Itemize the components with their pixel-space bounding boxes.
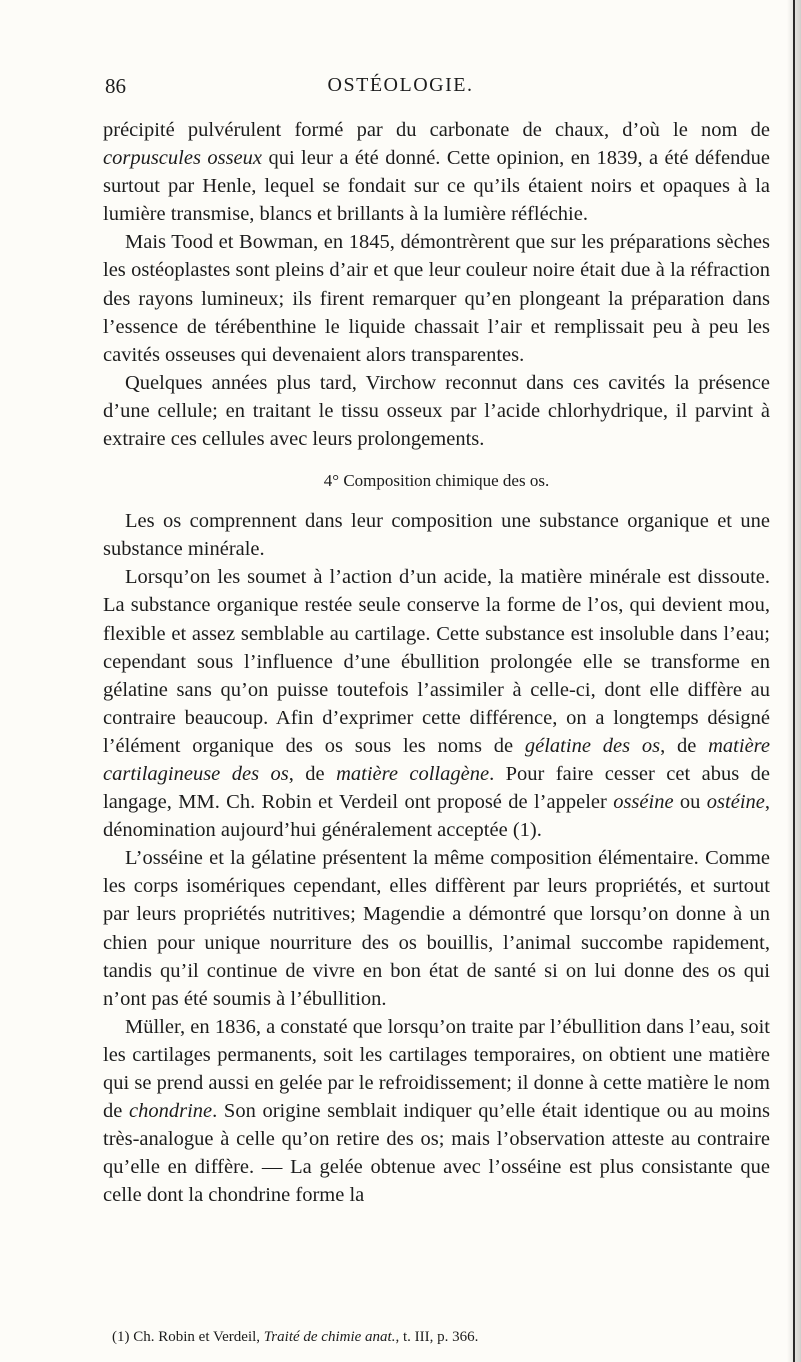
section-heading: 4° Composition chimique des os. — [323, 471, 550, 491]
text-run: . Son origine semblait indiquer qu’elle était identique ou au moins très-analogue à celle qu’on retire des os; mais l’observation atteste au contraire qu’elle en diffère. — La gelée obtenue avec l’osséine est plus consistante que celle dont la chondrine forme la — [103, 1100, 770, 1207]
italic-text: matière cartilagineuse des os — [103, 734, 770, 785]
paragraph — [103, 369, 770, 453]
italic-text: corpuscules osseux — [103, 147, 263, 170]
footnote — [112, 1327, 762, 1347]
page-number: 86 — [105, 74, 126, 98]
italic-text: chondrine — [129, 1100, 213, 1123]
paragraph — [103, 563, 770, 844]
text-run: Les os comprennent dans leur composition une substance organique et une substance minérale. — [103, 510, 770, 561]
body-text — [103, 116, 770, 1209]
text-run: Quelques années plus tard, Virchow reconnut dans ces cavités la présence d’une cellule; en traitant le tissu osseux par l’acide chlorhydrique, il parvint à extraire ces cellules avec leurs prolongements. — [103, 371, 770, 451]
text-run: , de — [660, 734, 709, 757]
paragraph — [103, 844, 770, 1013]
italic-text: osséine — [613, 791, 674, 814]
paragraph — [103, 507, 770, 563]
text-run: , t. III, p. 366. — [395, 1329, 479, 1345]
italic-text: Traité de chimie anat. — [263, 1329, 396, 1345]
running-title: OSTÉOLOGIE. — [327, 74, 474, 96]
text-run: précipité pulvérulent formé par du carbonate de chaux, d’où le nom de — [103, 119, 770, 141]
text-run: , de — [288, 762, 337, 785]
italic-text: gélatine des os — [524, 734, 661, 757]
italic-text: ostéine — [706, 791, 765, 814]
text-run: Mais Tood et Bowman, en 1845, démontrèrent que sur les préparations sèches les ostéoplastes sont pleins d’air et que leur couleur noire était due à la réfraction des rayons lumineux; ils firent remarquer qu’en plongeant la préparation dans l’essence de térébenthine le liquide chassait l’air et remplissait peu à peu les cavités osseuses qui devenaient alors transparentes. — [103, 231, 770, 366]
running-header — [0, 74, 801, 104]
paragraph — [103, 116, 770, 228]
page-edge-line — [793, 0, 795, 1362]
text-run: Lorsqu’on les soumet à l’action d’un acide, la matière minérale est dissoute. La substance organique restée seule conserve la forme de l’os, qui devient mou, flexible et assez semblable au cartilage. Cette substance est insoluble dans l’eau; cependant sous l’influence d’une ébullition prolongée elle se transforme en gélatine sans qu’on puisse toutefois l’assimiler à celle-ci, dont elle diffère au contraire beaucoup. Afin d’exprimer cette différence, on a longtemps désigné l’élément organique des os sous les noms de — [103, 566, 770, 757]
text-run: . Pour faire cesser cet abus de langage, MM. Ch. Robin et Verdeil ont proposé de l’appeler — [103, 762, 770, 814]
italic-text: matière collagène — [336, 762, 490, 785]
paragraph — [103, 1013, 770, 1210]
text-run: , dénomination aujourd’hui généralement acceptée (1). — [103, 791, 770, 842]
text-run: qui leur a été donné. Cette opinion, en 1839, a été défendue surtout par Henle, lequel se fondait sur ce qu’ils étaient noirs et opaques à la lumière transmise, blancs et brillants à la lumière réfléchie. — [103, 147, 770, 226]
text-run: L’osséine et la gélatine présentent la même composition élémentaire. Comme les corps isomériques cependant, elles diffèrent par leurs propriétés, et surtout par leurs propriétés nutritives; Magendie a démontré que lorsqu’on donne à un chien pour unique nourriture des os bouillis, l’animal succombe rapidement, tandis qu’il continue de vivre en bon état de santé si on lui donne des os qui n’ont pas été soumis à l’ébullition. — [103, 847, 770, 1010]
paragraph — [103, 228, 770, 368]
text-run: ou — [673, 791, 707, 814]
text-run: (1) Ch. Robin et Verdeil, — [112, 1329, 264, 1345]
text-run: Müller, en 1836, a constaté que lorsqu’on traite par l’ébullition dans l’eau, soit les cartilages permanents, soit les cartilages temporaires, on obtient une matière qui se prend aussi en gelée par le refroidissement; il donne à cette matière le nom de — [103, 1015, 770, 1123]
